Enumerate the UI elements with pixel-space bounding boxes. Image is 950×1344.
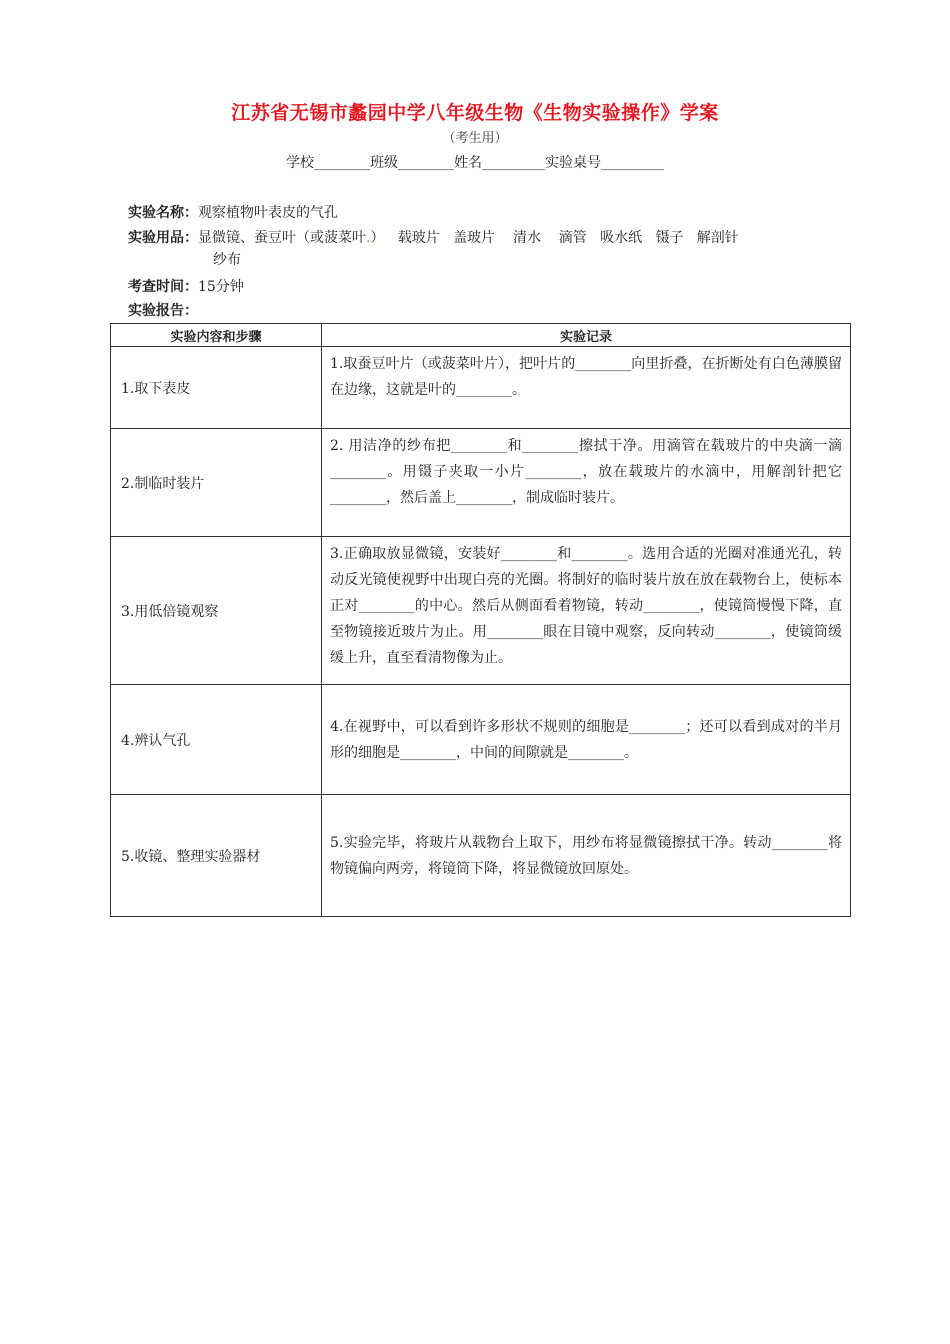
exam-time-value: 15分钟: [198, 279, 244, 295]
step-cell: 1.取下表皮: [111, 347, 322, 429]
table-row: [111, 429, 851, 537]
step-cell: 5.收镜、整理实验器材: [111, 795, 322, 917]
experiment-name-label: 实验名称：: [128, 205, 198, 221]
step-cell: 3.用低倍镜观察: [111, 537, 322, 685]
column-header-steps: 实验内容和步骤: [111, 324, 322, 347]
record-cell: 5.实验完毕，将玻片从载物台上取下，用纱布将显微镜擦拭干净。转动________将物镜偏向两旁，将镜筒下降，将显微镜放回原处。: [322, 795, 851, 917]
page-subtitle: （考生用）: [442, 131, 508, 146]
step-cell: 4.辨认气孔: [111, 685, 322, 795]
materials-value-line2: 纱布: [213, 252, 241, 268]
table-row: [111, 795, 851, 917]
report-heading: [128, 300, 198, 322]
record-cell: 2. 用洁净的纱布把________和________擦拭干净。用滴管在载玻片的中央滴一滴________。用镊子夹取一小片________，放在载玻片的水滴中，用解剖针把它________，然后盖上________，制成临时装片。: [322, 429, 851, 537]
step-cell: 2.制临时装片: [111, 429, 322, 537]
record-cell: 3.正确取放显微镜，安装好________和________。选用合适的光圈对准通光孔，转动反光镜使视野中出现白亮的光圈。将制好的临时装片放在放在载物台上，使标本正对________的中心。然后从侧面看着物镜，转动________，使镜筒慢慢下降，直至物镜接近玻片为止。用________眼在目镜中观察，反向转动________，使镜筒缓缓上升，直至看清物像为止。: [322, 537, 851, 685]
table-row: [111, 537, 851, 685]
materials-label: 实验用品：: [128, 230, 198, 246]
table-row: [111, 685, 851, 795]
exam-time-label: 考查时间：: [128, 279, 198, 295]
table-row: [111, 347, 851, 429]
report-table: [110, 323, 851, 917]
experiment-name-value: 观察植物叶表皮的气孔: [198, 205, 338, 221]
page-title: 江苏省无锡市蠡园中学八年级生物《生物实验操作》学案: [231, 102, 719, 124]
record-cell: 4.在视野中，可以看到许多形状不规则的细胞是________；还可以看到成对的半月形的细胞是________，中间的间隙就是________。: [322, 685, 851, 795]
experiment-materials: [128, 227, 868, 271]
student-info-line: 学校________班级________姓名_________实验桌号_________: [286, 155, 664, 171]
column-header-record: 实验记录: [322, 324, 851, 347]
record-cell: 1.取蚕豆叶片（或菠菜叶片），把叶片的________向里折叠，在折断处有白色薄膜留在边缘，这就是叶的________。: [322, 347, 851, 429]
materials-dot: .: [366, 230, 371, 246]
exam-time: [128, 276, 244, 298]
materials-value: 显微镜、蚕豆叶（或菠菜叶: [198, 230, 366, 246]
report-label: 实验报告：: [128, 303, 198, 319]
experiment-name: [128, 202, 338, 224]
table-header-row: [111, 324, 851, 347]
materials-value-rest: ） 载玻片 盖玻片 清水 滴管 吸水纸 镊子 解剖针: [370, 230, 739, 246]
